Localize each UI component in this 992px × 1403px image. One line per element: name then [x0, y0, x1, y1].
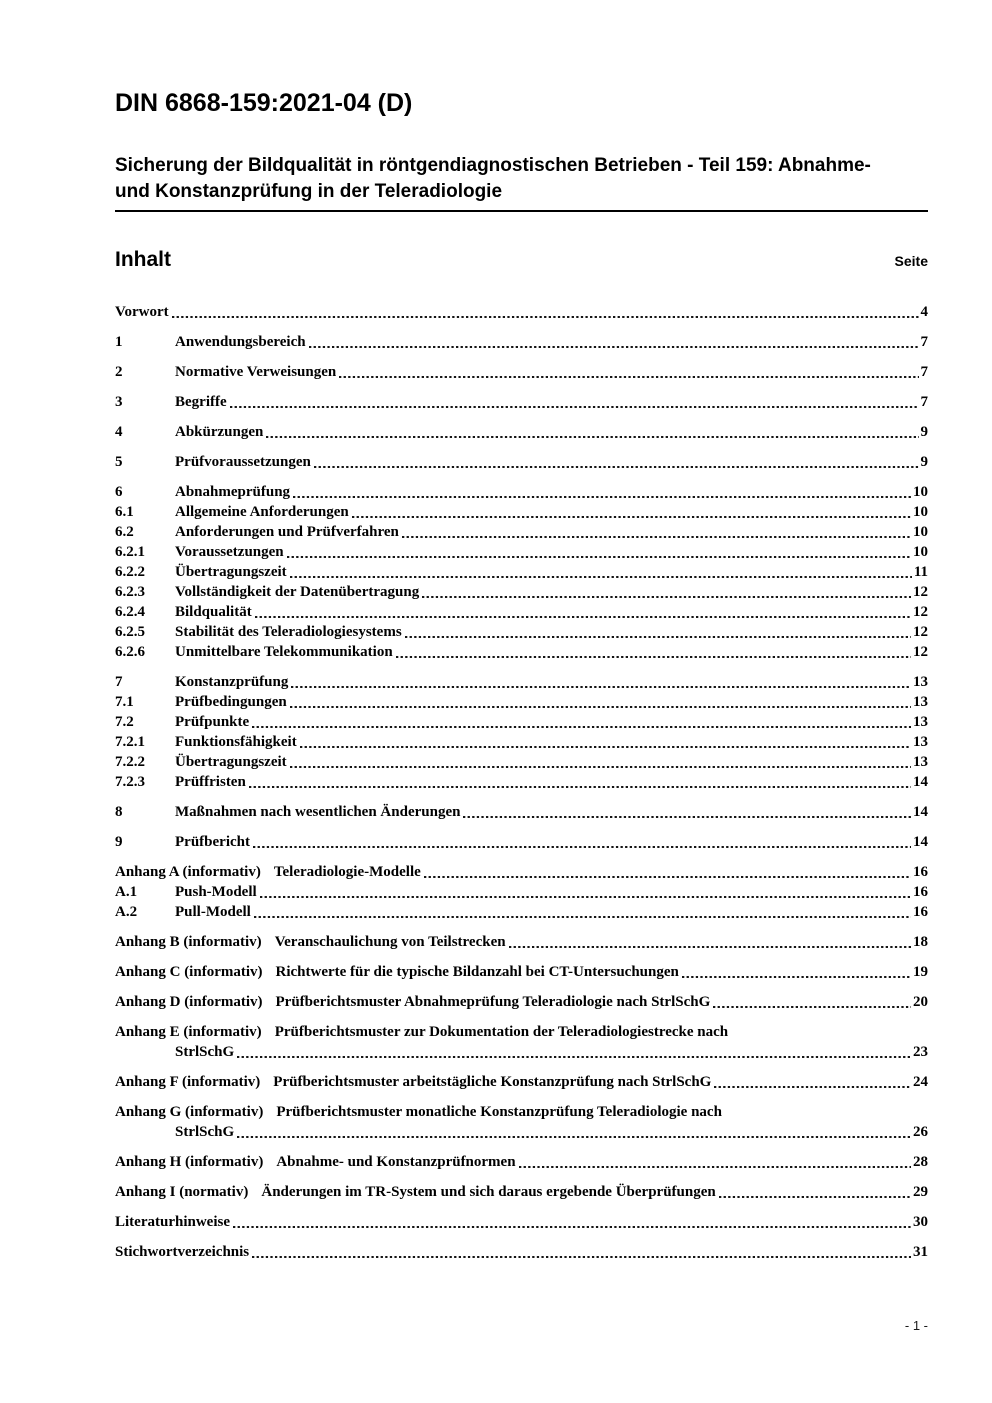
toc-entry-prefix: Anhang G (informativ) [115, 1104, 264, 1120]
toc-entry-page: 16 [913, 884, 928, 900]
toc-entry-line1 [115, 1102, 928, 1122]
toc-entry-page: 29 [913, 1184, 928, 1200]
toc-entry [115, 902, 928, 922]
toc-entry-page: 12 [913, 604, 928, 620]
toc-entry [115, 732, 928, 752]
toc-entry [115, 862, 928, 882]
toc-dotted-leader [237, 1056, 911, 1058]
toc-entry-label: Richtwerte für die typische Bildanzahl bei CT-Untersuchungen [275, 964, 679, 980]
toc-entry-prefix: Anhang B (informativ) [115, 934, 262, 950]
toc-entry-label: Prüfberichtsmuster zur Dokumentation der Teleradiologiestrecke nach [274, 1024, 729, 1040]
toc-entry-page: 23 [913, 1044, 928, 1060]
toc-entry-label: Prüfberichtsmuster Abnahmeprüfung Teleradiologie nach StrlSchG [275, 994, 711, 1010]
toc-entry-page: 12 [913, 644, 928, 660]
toc-dotted-leader [339, 376, 918, 378]
document-title-line1: Sicherung der Bildqualität in röntgendiagnostischen Betrieben - Teil 159: Abnahme- [115, 155, 871, 176]
toc-entry-label: Vorwort [115, 304, 169, 320]
toc-dotted-leader [714, 1086, 911, 1088]
toc-entry-label: Übertragungszeit [175, 754, 287, 770]
toc-entry [115, 802, 928, 822]
toc-entry-number: 7.2.3 [115, 774, 145, 790]
document-title [115, 153, 928, 212]
toc-dotted-leader [230, 406, 919, 408]
toc-dotted-leader [424, 876, 911, 878]
toc-entry [115, 522, 928, 542]
toc-entry [115, 1072, 928, 1092]
toc-dotted-leader [314, 466, 919, 468]
toc-entry [115, 482, 928, 502]
toc-entry-page: 7 [920, 334, 928, 350]
toc-entry-label: Anforderungen und Prüfverfahren [175, 524, 399, 540]
toc-entry-label: Stichwortverzeichnis [115, 1244, 250, 1260]
toc-entry [115, 752, 928, 772]
toc-entry-prefix: Anhang I (normativ) [115, 1184, 249, 1200]
toc-entry-page: 4 [920, 304, 928, 320]
toc-entry-page: 30 [913, 1214, 928, 1230]
toc-entry [115, 582, 928, 602]
toc-entry-line2 [175, 1042, 928, 1062]
toc-entry-page: 7 [920, 394, 928, 410]
toc-entry-label: Voraussetzungen [175, 544, 284, 560]
toc-entry-label: Konstanzprüfung [175, 674, 289, 690]
toc-entry-prefix: Anhang H (informativ) [115, 1154, 264, 1170]
toc-entry-number: 7 [115, 674, 123, 690]
toc-entry [115, 832, 928, 852]
toc-entry [115, 1022, 928, 1062]
toc-entry-label: Prüfbericht [175, 834, 250, 850]
toc-entry-label: Literaturhinweise [115, 1214, 230, 1230]
toc-list [115, 302, 928, 1262]
page-number: - 1 - [904, 1318, 928, 1333]
toc-entry [115, 962, 928, 982]
toc-entry-prefix: Anhang D (informativ) [115, 994, 263, 1010]
toc-entry [115, 672, 928, 692]
toc-dotted-leader [172, 316, 919, 318]
toc-entry [115, 422, 928, 442]
toc-dotted-leader [260, 896, 911, 898]
toc-entry-page: 16 [913, 864, 928, 880]
toc-entry-page: 14 [913, 804, 928, 820]
toc-entry-number: 6.2.2 [115, 564, 145, 580]
toc-entry [115, 622, 928, 642]
toc-entry-number: A.2 [115, 904, 138, 920]
toc-heading: Inhalt [115, 248, 171, 271]
toc-entry-label: Normative Verweisungen [175, 364, 337, 380]
toc-entry [115, 712, 928, 732]
toc-entry-label: Vollständigkeit der Datenübertragung [175, 584, 420, 600]
toc-dotted-leader [287, 556, 911, 558]
toc-entry-number: 6.2.6 [115, 644, 145, 660]
toc-entry [115, 392, 928, 412]
toc-entry-label: Bildqualität [175, 604, 252, 620]
toc-dotted-leader [233, 1226, 911, 1228]
toc-entry-number: 7.2.2 [115, 754, 145, 770]
toc-entry [115, 642, 928, 662]
toc-entry-label: Prüfberichtsmuster arbeitstägliche Konstanzprüfung nach StrlSchG [273, 1074, 712, 1090]
toc-dotted-leader [463, 816, 911, 818]
toc-entry [115, 502, 928, 522]
toc-entry-page: 18 [913, 934, 928, 950]
toc-dotted-leader [352, 516, 911, 518]
toc-dotted-leader [252, 1256, 911, 1258]
toc-entry [115, 542, 928, 562]
toc-entry-page: 12 [913, 624, 928, 640]
toc-dotted-leader [509, 946, 911, 948]
toc-entry-label: Abnahme- und Konstanzprüfnormen [276, 1154, 516, 1170]
toc-entry-number: 7.1 [115, 694, 134, 710]
toc-entry-number: 6 [115, 484, 123, 500]
toc-entry-label: Prüfberichtsmuster monatliche Konstanzprüfung Teleradiologie nach [276, 1104, 722, 1120]
document-title-line2: und Konstanzprüfung in der Teleradiologie [115, 181, 503, 202]
toc-entry-number: 6.2 [115, 524, 134, 540]
toc-entry-number: 9 [115, 834, 123, 850]
toc-dotted-leader [254, 916, 911, 918]
toc-entry-number: 7.2 [115, 714, 134, 730]
toc-entry-page: 28 [913, 1154, 928, 1170]
toc-dotted-leader [682, 976, 911, 978]
toc-entry-page: 11 [913, 564, 928, 580]
toc-entry-number: 4 [115, 424, 123, 440]
toc-dotted-leader [309, 346, 919, 348]
toc-entry-number: 5 [115, 454, 123, 470]
toc-entry-page: 24 [913, 1074, 928, 1090]
toc-dotted-leader [519, 1166, 911, 1168]
toc-entry-prefix: Anhang F (informativ) [115, 1074, 261, 1090]
toc-entry-page: 9 [920, 424, 928, 440]
toc-entry [115, 452, 928, 472]
toc-entry-page: 14 [913, 834, 928, 850]
toc-entry [115, 692, 928, 712]
toc-entry [115, 1152, 928, 1172]
toc-entry-label: Veranschaulichung von Teilstrecken [274, 934, 506, 950]
toc-entry-number: 3 [115, 394, 123, 410]
toc-entry-number: 2 [115, 364, 123, 380]
toc-dotted-leader [237, 1136, 911, 1138]
toc-dotted-leader [402, 536, 911, 538]
toc-dotted-leader [719, 1196, 911, 1198]
toc-dotted-leader [266, 436, 918, 438]
toc-entry-prefix: Anhang C (informativ) [115, 964, 263, 980]
toc-entry-label: Anwendungsbereich [175, 334, 306, 350]
toc-dotted-leader [293, 496, 911, 498]
toc-entry-label: Teleradiologie-Modelle [273, 864, 421, 880]
toc-entry-label-continued: StrlSchG [175, 1124, 235, 1140]
toc-entry-label: Unmittelbare Telekommunikation [175, 644, 393, 660]
toc-entry-page: 13 [913, 714, 928, 730]
toc-entry-page: 14 [913, 774, 928, 790]
toc-entry-label-continued: StrlSchG [175, 1044, 235, 1060]
toc-dotted-leader [713, 1006, 911, 1008]
toc-entry [115, 602, 928, 622]
toc-entry-page: 20 [913, 994, 928, 1010]
toc-dotted-leader [290, 706, 911, 708]
toc-entry [115, 1242, 928, 1262]
toc-entry-label: Stabilität des Teleradiologiesystems [175, 624, 402, 640]
toc-entry-page: 26 [913, 1124, 928, 1140]
toc-entry-number: 6.2.3 [115, 584, 145, 600]
toc-entry-label: Prüfvoraussetzungen [175, 454, 311, 470]
toc-entry-label: Pull-Modell [175, 904, 251, 920]
toc-entry-page: 13 [913, 734, 928, 750]
toc-entry-page: 10 [913, 504, 928, 520]
toc-entry-page: 10 [913, 484, 928, 500]
toc-entry-label: Prüfpunkte [175, 714, 250, 730]
toc-header [115, 247, 928, 273]
toc-entry [115, 562, 928, 582]
toc-entry-page: 7 [920, 364, 928, 380]
toc-entry-label: Abkürzungen [175, 424, 264, 440]
document-code: DIN 6868-159:2021-04 (D) [115, 89, 413, 117]
toc-entry-line2 [175, 1122, 928, 1142]
toc-entry-number: A.1 [115, 884, 138, 900]
toc-dotted-leader [291, 686, 911, 688]
toc-entry [115, 882, 928, 902]
toc-entry-page: 31 [913, 1244, 928, 1260]
toc-entry-number: 8 [115, 804, 123, 820]
toc-entry-number: 6.2.4 [115, 604, 145, 620]
toc-dotted-leader [253, 846, 911, 848]
toc-entry-page: 13 [913, 754, 928, 770]
page-footer [905, 1318, 928, 1333]
toc-entry-line1 [115, 1022, 928, 1042]
toc-entry-label: Funktionsfähigkeit [175, 734, 297, 750]
toc-entry [115, 302, 928, 322]
toc-dotted-leader [396, 656, 911, 658]
toc-entry [115, 772, 928, 792]
toc-entry [115, 1212, 928, 1232]
toc-page-column-heading: Seite [894, 253, 928, 269]
toc-dotted-leader [290, 766, 911, 768]
toc-entry-label: Begriffe [175, 394, 227, 410]
toc-entry-number: 1 [115, 334, 123, 350]
toc-entry-page: 16 [913, 904, 928, 920]
toc-entry-number: 6.2.5 [115, 624, 145, 640]
toc-entry-label: Maßnahmen nach wesentlichen Änderungen [175, 804, 461, 820]
toc-entry-label: Allgemeine Anforderungen [175, 504, 349, 520]
toc-entry-number: 6.1 [115, 504, 134, 520]
toc-entry-page: 10 [913, 524, 928, 540]
toc-entry-number: 7.2.1 [115, 734, 145, 750]
toc-entry [115, 362, 928, 382]
toc-entry-label: Prüffristen [175, 774, 246, 790]
toc-dotted-leader [255, 616, 911, 618]
toc-entry-page: 13 [913, 694, 928, 710]
toc-dotted-leader [290, 576, 912, 578]
toc-entry-page: 19 [913, 964, 928, 980]
toc-entry-label: Änderungen im TR-System und sich daraus ergebende Überprüfungen [261, 1184, 716, 1200]
toc-dotted-leader [300, 746, 911, 748]
toc-dotted-leader [405, 636, 911, 638]
toc-entry [115, 332, 928, 352]
toc-entry-page: 9 [920, 454, 928, 470]
toc-dotted-leader [249, 786, 911, 788]
toc-entry-prefix: Anhang A (informativ) [115, 864, 261, 880]
toc-entry-page: 12 [913, 584, 928, 600]
toc-entry-label: Push-Modell [175, 884, 257, 900]
toc-dotted-leader [422, 596, 911, 598]
toc-entry-label: Abnahmeprüfung [175, 484, 291, 500]
toc-entry-label: Übertragungszeit [175, 564, 287, 580]
toc-entry [115, 932, 928, 952]
toc-entry-prefix: Anhang E (informativ) [115, 1024, 262, 1040]
toc-entry-page: 10 [913, 544, 928, 560]
toc-entry [115, 992, 928, 1012]
toc-entry [115, 1102, 928, 1142]
toc-entry-number: 6.2.1 [115, 544, 145, 560]
toc-entry [115, 1182, 928, 1202]
toc-dotted-leader [252, 726, 911, 728]
toc-entry-label: Prüfbedingungen [175, 694, 287, 710]
toc-entry-page: 13 [913, 674, 928, 690]
